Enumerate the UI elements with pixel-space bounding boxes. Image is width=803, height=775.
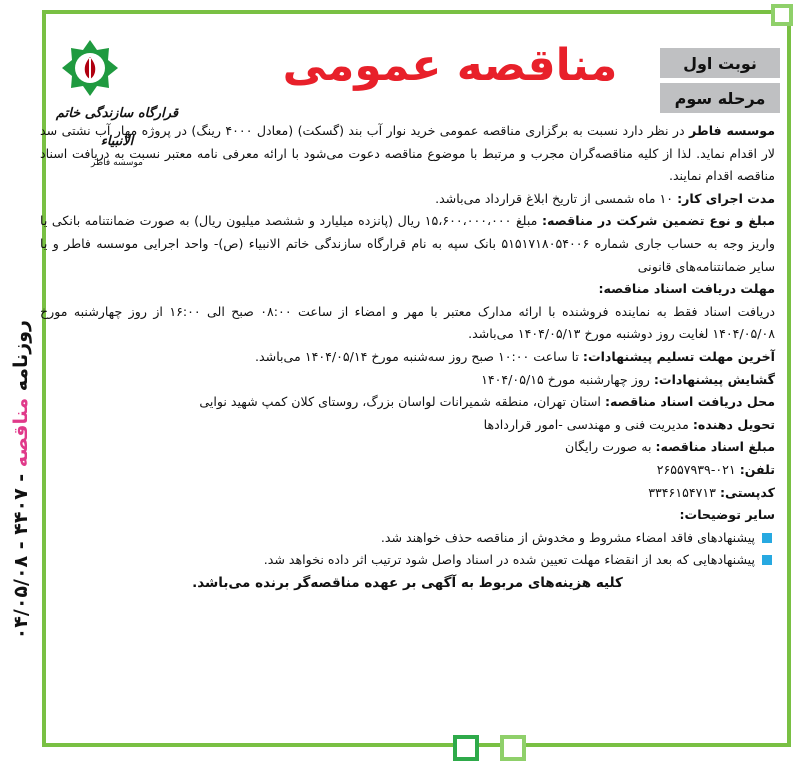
- intro-paragraph: [40, 120, 775, 188]
- price-label: مبلغ اسناد مناقصه:: [655, 439, 775, 455]
- submit-text: تا ساعت ۱۰:۰۰ صبح روز سه‌شنبه مورخ ۱۴۰۴/۰۵/۱۴ می‌باشد.: [255, 348, 583, 364]
- delivery-label: تحویل دهنده:: [692, 416, 775, 432]
- deadline-label: مهلت دریافت اسناد مناقصه:: [598, 281, 775, 297]
- note-item-1: [40, 527, 775, 550]
- location-paragraph: [40, 391, 775, 414]
- logo-script: قرارگاه سازندگی خاتم الانبیاء: [55, 106, 179, 149]
- final-note: کلیه هزینه‌های مربوط به آگهی بر عهده مناقصه‌گر برنده می‌باشد.: [192, 574, 623, 591]
- location-text: استان تهران، منطقه شمیرانات لواسان بزرگ، روستای کلان کمپ شهید نوایی: [199, 394, 605, 410]
- guarantee-label: مبلغ و نوع تضمین شرکت در مناقصه:: [541, 213, 775, 229]
- guarantee-text: مبلغ ۱۵،۶۰۰،۰۰۰،۰۰۰ ریال (پانزده میلیارد و ششصد میلیون ریال) به صورت ضمانتنامه بانکی یا واریز وجه به حساب جاری شماره ۵۱۵۱۷۱۸۰۵۴۰۰۶ بانک سپه به نام قرارگاه سازندگی خاتم الانبیاء (ص)- واحد اجرایی موسسه فاطر و یا سایر ضمانتنامه‌های قانونی: [40, 213, 775, 274]
- duration-label: مدت اجرای کار:: [677, 190, 775, 206]
- intro-label: موسسه فاطر: [689, 123, 775, 138]
- square-bullet-icon: [762, 555, 772, 565]
- note-item-2: [40, 549, 775, 572]
- deadline-paragraph: دریافت اسناد فقط به نماینده فروشنده با ارائه مدارک معتبر با مهر و امضاء از ساعت ۰۸:۰۰ صبح الی ۱۶:۰۰ از روز چهارشنبه مورخ ۱۴۰۴/۰۵/۰۸ لغایت روز دوشنبه مورخ ۱۴۰۴/۰۵/۱۳ می‌باشد.: [40, 303, 776, 342]
- duration-text: ۱۰ ماه شمسی از تاریخ ابلاغ قرارداد می‌باشد.: [435, 190, 678, 206]
- page-title: مناقصه عمومی: [282, 40, 618, 91]
- deadline-heading: [40, 278, 775, 301]
- intro-text: در نظر دارد نسبت به برگزاری مناقصه عمومی خرید نوار آب بند (گسکت) (معادل ۴۰۰۰ رینگ) در پروژه مهار آب نشتی سد لار اقدام نماید. لذا از کلیه مناقصه‌گران مجرب و مرتبط با موضوع مناقصه دعوت می‌شود با ارائه معرفی نامه معتبر نسبت به دریافت اسناد مناقصه اقدام نمایند.: [40, 123, 775, 184]
- logo-subtitle: موسسه فاطر: [91, 158, 143, 168]
- phone-label: تلفن:: [739, 461, 775, 477]
- phone-number: ۰۲۱-۲۶۵۵۷۹۳۹: [656, 461, 740, 477]
- opening-label: گشایش پیشنهادات:: [653, 371, 775, 387]
- submit-label: آخرین مهلت تسلیم پیشنهادات:: [582, 348, 775, 364]
- ad-body: [40, 120, 775, 594]
- newspaper-issue-date: - ۴۴۰۷ - ۰۴/۰۵/۰۸: [10, 467, 32, 640]
- price-paragraph: [40, 436, 775, 459]
- note-text-1: پیشنهادهای فاقد امضاء مشروط و مخدوش از مناقصه حذف خواهند شد.: [380, 529, 755, 545]
- postal-code: ۳۳۴۶۱۵۴۷۱۳: [648, 484, 720, 500]
- newspaper-reference: [10, 320, 32, 639]
- phone-paragraph: [40, 459, 775, 482]
- bottom-square-decoration-2: [500, 735, 526, 761]
- price-text: به صورت رایگان: [564, 439, 656, 455]
- postal-paragraph: [40, 482, 775, 505]
- notes-heading: [40, 504, 775, 527]
- newspaper-brand: مناقصه: [10, 398, 32, 468]
- corner-square-decoration: [771, 4, 793, 26]
- newspaper-side-strip: [4, 300, 38, 660]
- stage-badge: مرحله سوم: [660, 83, 780, 113]
- opening-text: روز چهارشنبه مورخ ۱۴۰۴/۰۵/۱۵: [481, 371, 654, 387]
- submit-paragraph: [40, 346, 775, 369]
- bottom-square-decoration: [453, 735, 479, 761]
- opening-paragraph: [40, 369, 775, 392]
- notes-label: سایر توضیحات:: [679, 507, 775, 523]
- duration-paragraph: [40, 188, 775, 211]
- round-badge: نوبت اول: [660, 48, 780, 78]
- iran-emblem-icon: [60, 38, 120, 98]
- postal-label: کدپستی:: [719, 484, 775, 500]
- delivery-text: مدیریت فنی و مهندسی -امور قراردادها: [483, 416, 693, 432]
- location-label: محل دریافت اسناد مناقصه:: [604, 394, 775, 410]
- delivery-paragraph: [40, 414, 775, 437]
- guarantee-paragraph: [40, 210, 775, 278]
- newspaper-prefix: روزنامه: [10, 320, 32, 399]
- note-text-2: پیشنهادهایی که بعد از انقضاء مهلت تعیین شده در اسناد واصل شود ترتیب اثر داده نخواهد شد.: [263, 552, 755, 568]
- square-bullet-icon: [762, 533, 772, 543]
